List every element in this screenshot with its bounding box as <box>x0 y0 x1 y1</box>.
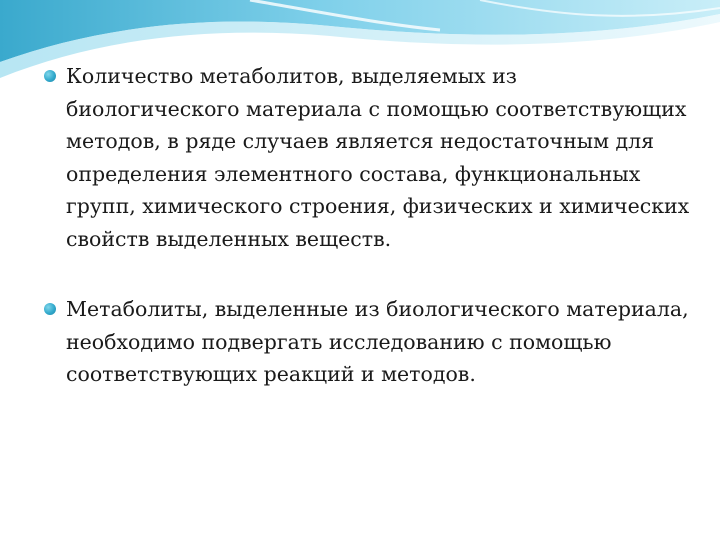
bullet-dot-icon <box>44 303 56 315</box>
bullet-dot-icon <box>44 70 56 82</box>
bullet-item <box>44 60 694 255</box>
bullet-list <box>44 60 694 429</box>
bullet-item <box>44 293 694 391</box>
bullet-text: Метаболиты, выделенные из биологического материала, необходимо подвергать исследованию с помощью соответствующих реакций и методов. <box>66 297 689 386</box>
bullet-text: Количество метаболитов, выделяемых из биологического материала с помощью соответствующих методов, в ряде случаев является недостаточным для определения элементного состава, функциональных групп, химического строения, физических и химических свойств выделенных веществ. <box>66 64 690 251</box>
